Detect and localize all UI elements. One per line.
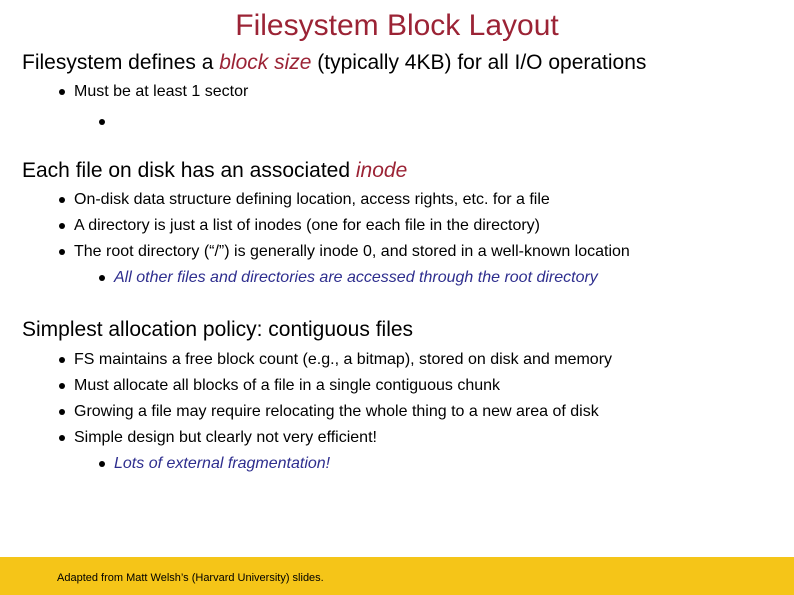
- section-heading-inode: [22, 158, 407, 184]
- bullet-item: On-disk data structure defining location, access rights, etc. for a file: [74, 191, 550, 208]
- bullet-icon: [59, 223, 65, 229]
- section-heading-contiguous: [22, 317, 413, 343]
- heading-text: Simplest allocation policy: contiguous files: [22, 318, 414, 341]
- bullet-item: Must be at least 1 sector: [74, 83, 249, 100]
- bullet-item: A directory is just a list of inodes (one for each file in the directory): [74, 217, 540, 234]
- heading-emphasis: block size: [219, 51, 312, 74]
- bullet-icon: [99, 275, 105, 281]
- bullet-icon: [59, 383, 65, 389]
- heading-emphasis: inode: [355, 159, 408, 182]
- heading-text: Each file on disk has an associated: [22, 159, 356, 182]
- bullet-item: FS maintains a free block count (e.g., a bitmap), stored on disk and memory: [74, 351, 613, 368]
- bullet-icon: [99, 461, 105, 467]
- section-heading-block-size: [22, 50, 646, 76]
- bullet-item: Must allocate all blocks of a file in a single contiguous chunk: [74, 377, 501, 394]
- bullet-icon: [59, 357, 65, 363]
- bullet-icon: [59, 409, 65, 415]
- bullet-item: The root directory (“/”) is generally inode 0, and stored in a well-known location: [74, 243, 630, 260]
- bullet-icon: [59, 197, 65, 203]
- sub-bullet-item: Lots of external fragmentation!: [114, 455, 331, 472]
- footer-credit: Adapted from Matt Welsh’s (Harvard University) slides.: [57, 572, 324, 584]
- heading-text: (typically 4KB) for all I/O operations: [311, 51, 647, 74]
- bullet-item: Simple design but clearly not very efficient!: [74, 429, 377, 446]
- bullet-icon: [99, 119, 105, 125]
- sub-bullet-item: All other files and directories are accessed through the root directory: [114, 269, 598, 286]
- heading-text: Filesystem defines a: [22, 51, 220, 74]
- footer-bar: [0, 557, 794, 595]
- slide-title: Filesystem Block Layout: [235, 9, 559, 42]
- bullet-icon: [59, 89, 65, 95]
- bullet-icon: [59, 435, 65, 441]
- bullet-icon: [59, 249, 65, 255]
- bullet-item: Growing a file may require relocating the whole thing to a new area of disk: [74, 403, 599, 420]
